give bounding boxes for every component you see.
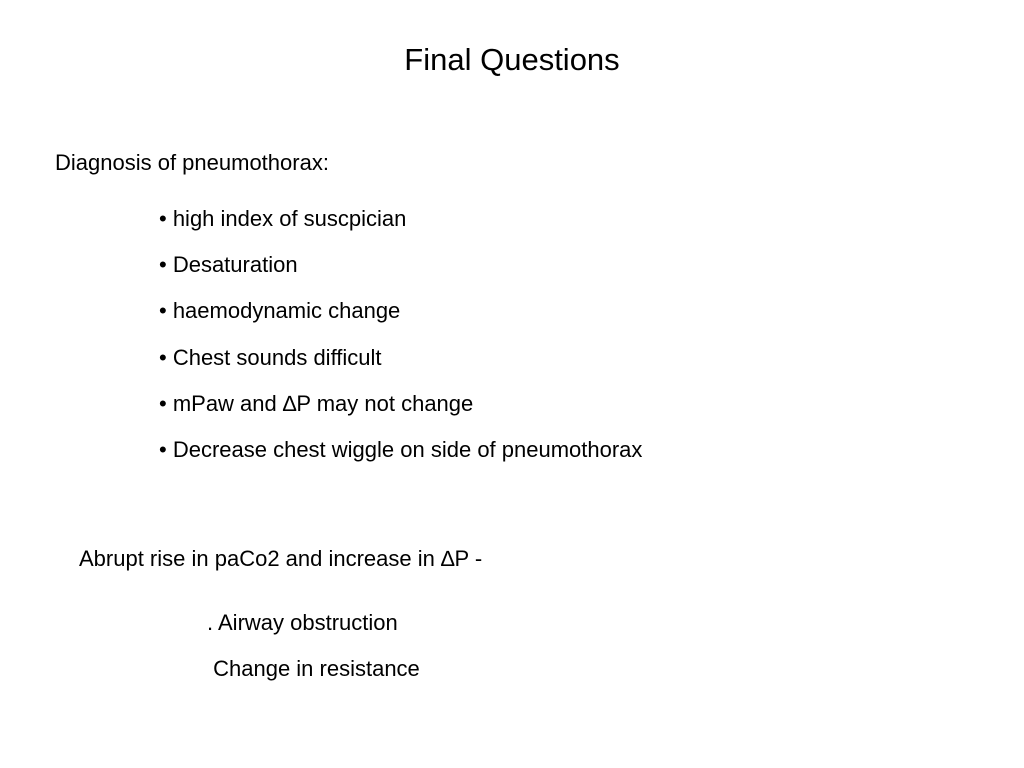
list-item: • Desaturation bbox=[159, 252, 298, 278]
paco2-rise-heading: Abrupt rise in paCo2 and increase in ∆P - bbox=[79, 546, 483, 571]
slide-title: Final Questions bbox=[404, 42, 620, 77]
pneumothorax-diagnosis-heading: Diagnosis of pneumothorax: bbox=[55, 150, 329, 175]
list-item: • Chest sounds difficult bbox=[159, 344, 382, 370]
list-item: . Airway obstruction bbox=[207, 610, 398, 635]
paco2-causes-list bbox=[207, 609, 420, 701]
list-item: Change in resistance bbox=[207, 656, 420, 681]
list-item: • Decrease chest wiggle on side of pneumothorax bbox=[159, 436, 643, 462]
list-item: • mPaw and ∆P may not change bbox=[159, 390, 474, 416]
pneumothorax-signs-list bbox=[159, 205, 642, 482]
list-item: • high index of suscpician bbox=[159, 206, 407, 231]
list-item: • haemodynamic change bbox=[159, 298, 401, 324]
